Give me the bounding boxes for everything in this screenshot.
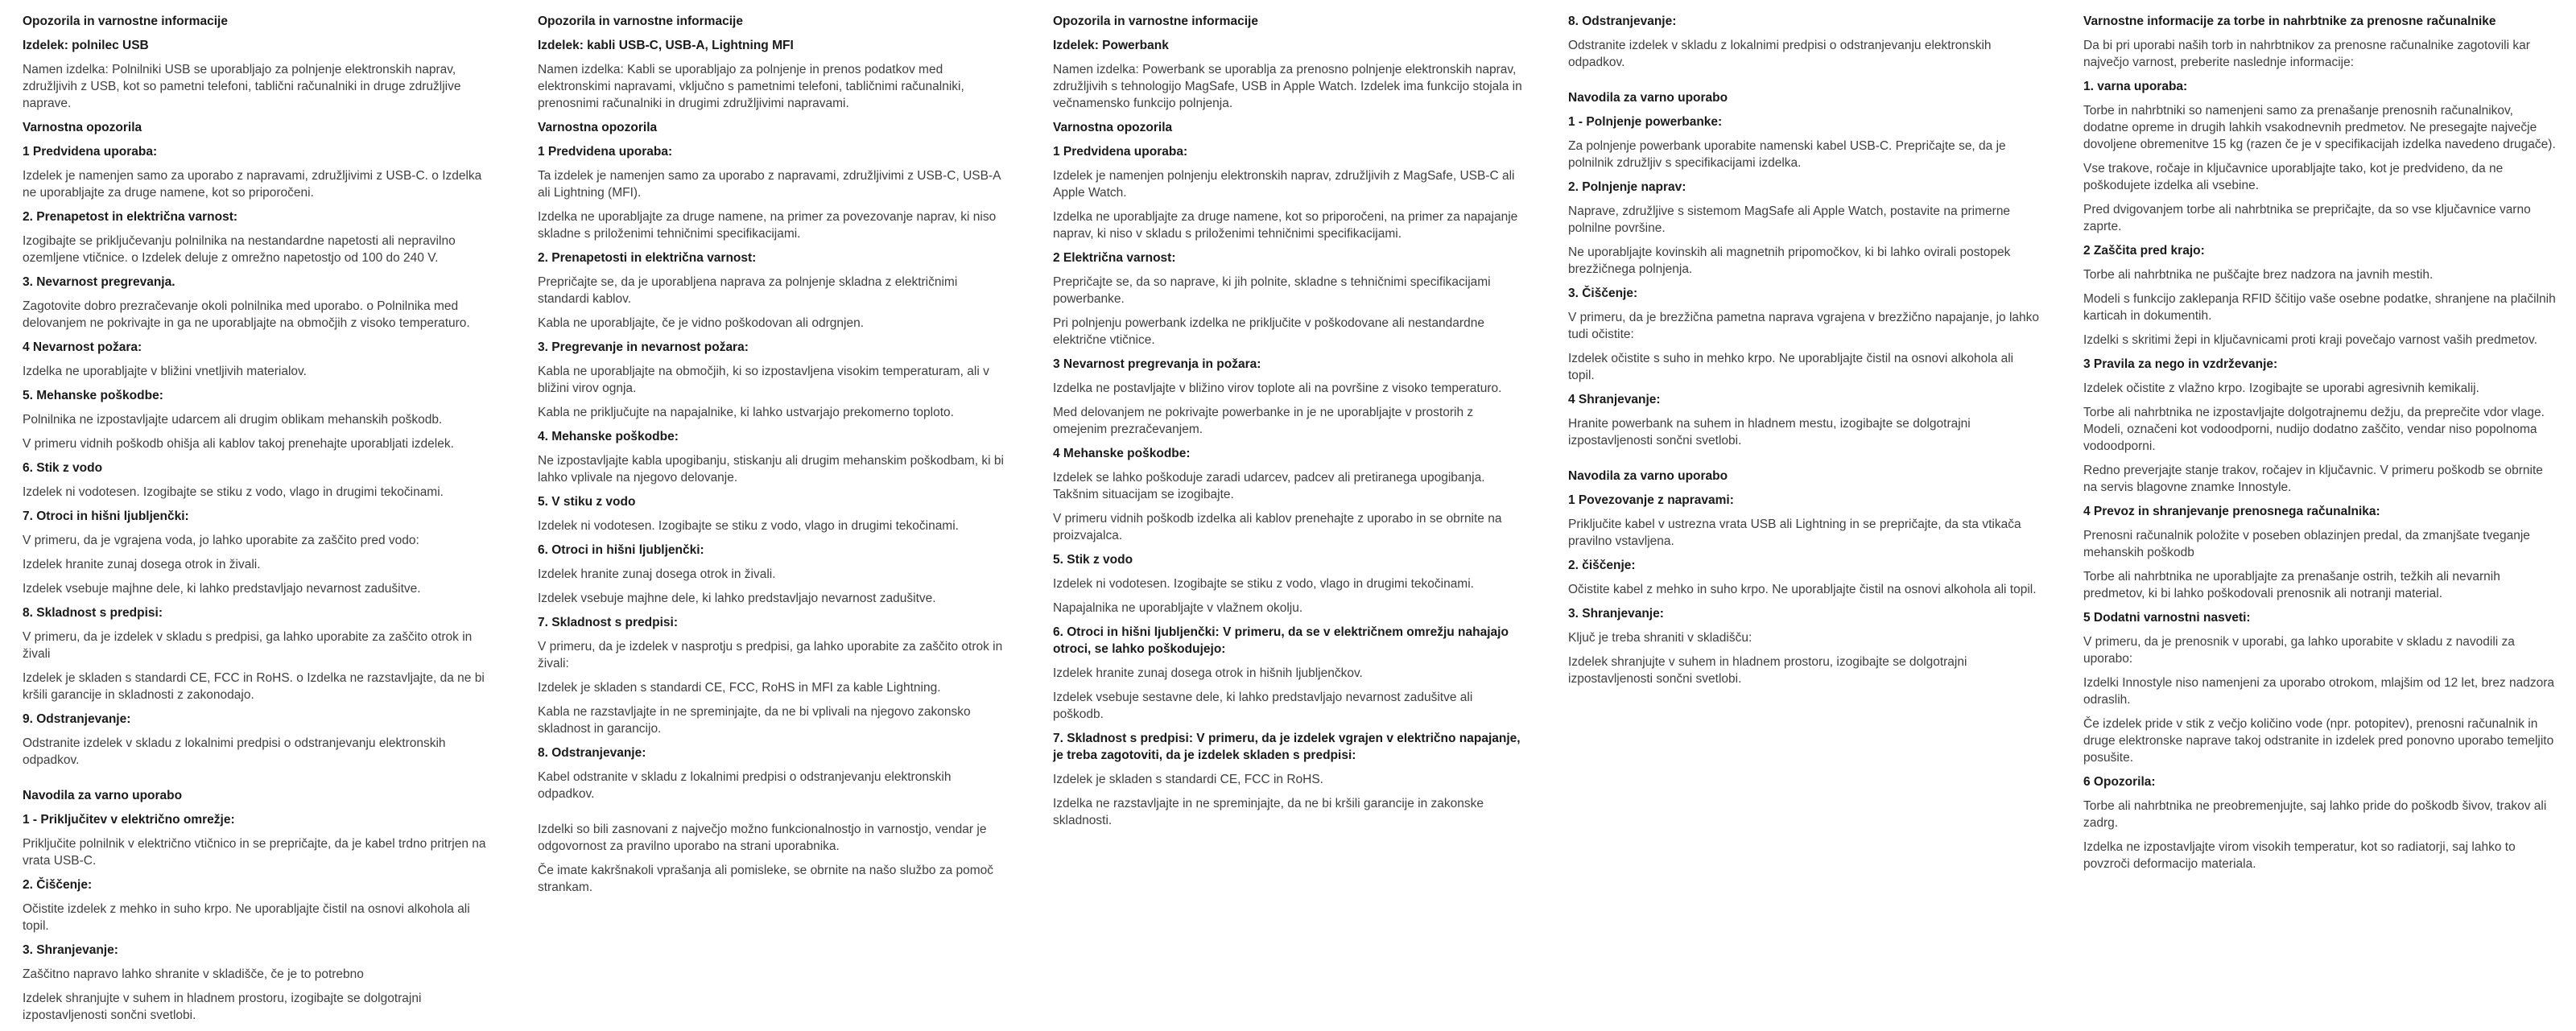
paragraph: Izdelka ne postavljajte v bližino virov toplote ali na površine z visoko temperaturo. bbox=[1053, 381, 1502, 395]
paragraph: Kabla ne uporabljajte na območjih, ki so izpostavljena visokim temperaturam, ali v bližini virov ognja. bbox=[538, 365, 989, 395]
paragraph: Izdelek ni vodotesen. Izogibajte se stiku z vodo, vlago in drugimi tekočinami. bbox=[1053, 577, 1474, 591]
paragraph: V primeru, da je brezžična pametna naprava vgrajena v brezžično napajanje, jo lahko tudi očistite: bbox=[1568, 311, 2040, 341]
paragraph: Polnilnika ne izpostavljajte udarcem ali drugim oblikam mehanskih poškodb. bbox=[23, 413, 443, 427]
paragraph: Izdelek je skladen s standardi CE, FCC in RoHS. bbox=[1053, 773, 1323, 786]
heading: 1 - Priključitev v električno omrežje: bbox=[23, 813, 235, 827]
column-usb-cables bbox=[538, 13, 1011, 903]
paragraph: Namen izdelka: Powerbank se uporablja za prenosno polnjenje elektronskih naprav, združljivih s tehnologijo MagSafe, USB in Apple Watch. Izdelek ima funkcijo stojala in večnamensko funkcijo polnjenja. bbox=[1053, 63, 1522, 110]
paragraph: Kabla ne razstavljajte in ne spreminjajte, da ne bi vplivali na njegovo zakonsko skladnost in garancijo. bbox=[538, 705, 971, 736]
paragraph: V primeru, da je vgrajena voda, jo lahko uporabite za zaščito pred vodo: bbox=[23, 534, 419, 547]
heading: 3. Shranjevanje: bbox=[1568, 607, 1664, 621]
paragraph: Izdelek ni vodotesen. Izogibajte se stiku z vodo, vlago in drugimi tekočinami. bbox=[538, 519, 959, 533]
paragraph: Prepričajte se, da je uporabljena naprava za polnjenje skladna z električnimi standardi kablov. bbox=[538, 275, 958, 306]
heading: 6. Stik z vodo bbox=[23, 461, 103, 475]
paragraph: Prenosni računalnik položite v poseben oblazinjen predal, da zmanjšate tveganje mehanskih poškodb bbox=[2083, 529, 2530, 559]
heading: 1 Predvidena uporaba: bbox=[538, 145, 673, 159]
heading: 4 Shranjevanje: bbox=[1568, 393, 1661, 406]
paragraph: Izdelki s skritimi žepi in ključavnicami proti kraji povečajo varnost vaših predmetov. bbox=[2083, 333, 2537, 347]
paragraph: V primeru vidnih poškodb izdelka ali kablov prenehajte z uporabo in se obrnite na proizvajalca. bbox=[1053, 512, 1502, 542]
heading: 3. Shranjevanje: bbox=[23, 943, 118, 957]
paragraph: Izdelek vsebuje majhne dele, ki lahko predstavljajo nevarnost zadušitve. bbox=[538, 592, 936, 605]
paragraph: Izdelek je skladen s standardi CE, FCC, RoHS in MFI za kable Lightning. bbox=[538, 681, 941, 695]
heading: Varnostna opozorila bbox=[538, 121, 658, 134]
paragraph: Odstranite izdelek v skladu z lokalnimi predpisi o odstranjevanju elektronskih odpadkov. bbox=[23, 736, 446, 767]
paragraph: Naprave, združljive s sistemom MagSafe ali Apple Watch, postavite na primerne polnilne površine. bbox=[1568, 204, 2011, 235]
paragraph: Izdelka ne razstavljajte in ne spreminjajte, da ne bi kršili garancije in zakonske skladnosti. bbox=[1053, 797, 1484, 827]
paragraph: Izdelek hranite zunaj dosega otrok in živali. bbox=[23, 558, 261, 571]
heading: Opozorila in varnostne informacije bbox=[23, 14, 228, 28]
paragraph: Očistite kabel z mehko in suho krpo. Ne uporabljajte čistil na osnovi alkohola ali topil. bbox=[1568, 583, 2037, 596]
paragraph: Priključite kabel v ustrezna vrata USB ali Lightning in se prepričajte, da sta vtikača pravilno vstavljena. bbox=[1568, 518, 2021, 548]
paragraph: Izdelek očistite s suho in mehko krpo. Ne uporabljajte čistil na osnovi alkohola ali topil. bbox=[1568, 352, 2014, 382]
paragraph: Če imate kakršnakoli vprašanja ali pomisleke, se obrnite na našo službo za pomoč strankam. bbox=[538, 864, 994, 894]
paragraph: Kabla ne uporabljajte, če je vidno poškodovan ali odrgnjen. bbox=[538, 316, 865, 330]
column-powerbank bbox=[1053, 13, 1526, 836]
paragraph: Izdelek shranjujte v suhem in hladnem prostoru, izogibajte se dolgotrajni izpostavljenosti sončni svetlobi. bbox=[23, 992, 422, 1022]
paragraph: V primeru, da je prenosnik v uporabi, ga lahko uporabite v skladu z navodili za uporabo: bbox=[2083, 635, 2515, 666]
heading: 2 Zaščita pred krajo: bbox=[2083, 244, 2205, 258]
paragraph: Med delovanjem ne pokrivajte powerbanke in je ne uporabljajte v prostorih z omejenim prezračevanjem. bbox=[1053, 406, 1474, 436]
heading: Navodila za varno uporabo bbox=[1568, 469, 1728, 483]
heading: 7. Otroci in hišni ljubljenčki: bbox=[23, 509, 189, 523]
paragraph: Da bi pri uporabi naših torb in nahrbtnikov za prenosne računalnike zagotovili kar največjo varnost, preberite naslednje informacije: bbox=[2083, 39, 2530, 69]
paragraph: Ne izpostavljajte kabla upogibanju, stiskanju ali drugim mehanskim poškodbam, ki bi lahko vplivale na njegovo delovanje. bbox=[538, 454, 1004, 485]
paragraph: Izdelek se lahko poškoduje zaradi udarcev, padcev ali pretiranega upogibanja. Takšnim situacijam se izogibajte. bbox=[1053, 471, 1485, 501]
heading: 7. Skladnost s predpisi: bbox=[538, 616, 678, 629]
paragraph: V primeru, da je izdelek v nasprotju s predpisi, ga lahko uporabite za zaščito otrok in živali: bbox=[538, 640, 1003, 670]
paragraph: Redno preverjajte stanje trakov, ročajev in ključavnic. V primeru poškodb se obrnite na servis blagovne znamke Innostyle. bbox=[2083, 464, 2543, 494]
heading: 2. Polnjenje naprav: bbox=[1568, 180, 1686, 194]
heading: 1 - Polnjenje powerbanke: bbox=[1568, 115, 1723, 129]
paragraph: Izdelek shranjujte v suhem in hladnem prostoru, izogibajte se dolgotrajni izpostavljenosti sončni svetlobi. bbox=[1568, 655, 1967, 686]
paragraph: Zagotovite dobro prezračevanje okoli polnilnika med uporabo. o Polnilnika med delovanjem ne pokrivajte in ga ne uporabljajte na območjih z visoko temperaturo. bbox=[23, 299, 470, 330]
heading: 1. varna uporaba: bbox=[2083, 80, 2188, 93]
paragraph: Pred dvigovanjem torbe ali nahrbtnika se prepričajte, da so vse ključavnice varno zaprte. bbox=[2083, 203, 2531, 233]
paragraph: Prepričajte se, da so naprave, ki jih polnite, skladne s tehničnimi specifikacijami powerbanke. bbox=[1053, 275, 1491, 306]
heading: Navodila za varno uporabo bbox=[1568, 91, 1728, 105]
paragraph: Ključ je treba shraniti v skladišču: bbox=[1568, 631, 1752, 645]
heading: 7. Skladnost s predpisi: V primeru, da je izdelek vgrajen v električno napajanje, je treba zagotoviti, da je izdelek skladen s predpisi: bbox=[1053, 732, 1521, 762]
heading: 8. Odstranjevanje: bbox=[1568, 14, 1677, 28]
heading: 5 Dodatni varnostni nasveti: bbox=[2083, 611, 2251, 625]
paragraph: Modeli s funkcijo zaklepanja RFID ščitijo vaše osebne podatke, shranjene na plačilnih karticah in dokumentih. bbox=[2083, 292, 2556, 323]
paragraph: Za polnjenje powerbank uporabite namenski kabel USB-C. Prepričajte se, da je polnilnik združljiv s specifikacijami izdelka. bbox=[1568, 139, 2006, 170]
heading: 4 Nevarnost požara: bbox=[23, 340, 142, 354]
heading: 1 Povezovanje z napravami: bbox=[1568, 493, 1734, 507]
paragraph: Izdelek hranite zunaj dosega otrok in hišnih ljubljenčkov. bbox=[1053, 666, 1363, 680]
paragraph: Izdelek vsebuje majhne dele, ki lahko predstavljajo nevarnost zadušitve. bbox=[23, 582, 421, 596]
heading: Opozorila in varnostne informacije bbox=[538, 14, 743, 28]
paragraph: Zaščitno napravo lahko shranite v skladišče, če je to potrebno bbox=[23, 967, 364, 981]
heading: Navodila za varno uporabo bbox=[23, 789, 183, 802]
paragraph: Pri polnjenju powerbank izdelka ne priključite v poškodovane ali nestandardne električne vtičnice. bbox=[1053, 316, 1484, 347]
paragraph: Namen izdelka: Kabli se uporabljajo za polnjenje in prenos podatkov med elektronskimi napravami, vključno s pametnimi telefoni, tabličnimi računalniki, prenosnimi računalniki in drugimi združljivimi napravami. bbox=[538, 63, 964, 110]
heading: 4 Prevoz in shranjevanje prenosnega računalnika: bbox=[2083, 505, 2380, 518]
heading: Izdelek: polnilec USB bbox=[23, 39, 149, 52]
paragraph: Ne uporabljajte kovinskih ali magnetnih pripomočkov, ki bi lahko ovirali postopek brezžičnega polnjenja. bbox=[1568, 245, 2011, 276]
paragraph: V primeru vidnih poškodb ohišja ali kablov takoj prenehajte uporabljati izdelek. bbox=[23, 437, 454, 451]
paragraph: Izdelek očistite z vlažno krpo. Izogibajte se uporabi agresivnih kemikalij. bbox=[2083, 381, 2479, 395]
column-laptop-bags bbox=[2083, 13, 2557, 880]
paragraph: Izdelek je namenjen polnjenju elektronskih naprav, združljivih z MagSafe, USB-C ali Apple Watch. bbox=[1053, 169, 1515, 200]
column-usb-charger bbox=[23, 13, 496, 1031]
paragraph: Očistite izdelek z mehko in suho krpo. Ne uporabljajte čistil na osnovi alkohola ali topil. bbox=[23, 902, 470, 933]
paragraph: Torbe ali nahrbtnika ne izpostavljajte dolgotrajnemu dežju, da preprečite vdor vlage. Modeli, označeni kot vodoodporni, nudijo dodatno zaščito, vendar niso popolnoma vodoodporni. bbox=[2083, 406, 2545, 453]
heading: 2. čiščenje: bbox=[1568, 559, 1636, 572]
heading: Izdelek: kabli USB-C, USB-A, Lightning MFI bbox=[538, 39, 794, 52]
paragraph: Izdelek je skladen s standardi CE, FCC in RoHS. o Izdelka ne razstavljajte, da ne bi kršili garancije in skladnosti z zakonodajo. bbox=[23, 671, 485, 702]
paragraph: Odstranite izdelek v skladu z lokalnimi predpisi o odstranjevanju elektronskih odpadkov. bbox=[1568, 39, 1992, 69]
heading: 8. Odstranjevanje: bbox=[538, 746, 646, 760]
paragraph: Torbe ali nahrbtnika ne uporabljajte za prenašanje ostrih, težkih ali nevarnih predmetov, ki bi lahko poškodovali prenosnik ali notranji material. bbox=[2083, 570, 2500, 600]
heading: 8. Skladnost s predpisi: bbox=[23, 606, 163, 620]
paragraph: Izdelka ne uporabljajte za druge namene, na primer za povezovanje naprav, ki niso skladne s priloženimi tehničnimi specifikacijami. bbox=[538, 210, 997, 241]
heading: Varnostna opozorila bbox=[23, 121, 142, 134]
heading: 2. Čiščenje: bbox=[23, 878, 93, 892]
heading: 2. Prenapetosti in električna varnost: bbox=[538, 251, 757, 265]
paragraph: Kabla ne priključujte na napajalnike, ki lahko ustvarjajo prekomerno toploto. bbox=[538, 406, 954, 419]
heading: 3. Čiščenje: bbox=[1568, 287, 1638, 300]
heading: 6 Opozorila: bbox=[2083, 775, 2156, 789]
paragraph: Izdelek je namenjen samo za uporabo z napravami, združljivimi z USB-C. o Izdelka ne uporabljajte za druge namene, kot so priporočeni. bbox=[23, 169, 482, 200]
paragraph: Izdelki so bili zasnovani z največjo možno funkcionalnostjo in varnostjo, vendar je odgovornost za pravilno uporabo na strani uporabnika. bbox=[538, 823, 987, 853]
paragraph: Izdelek ni vodotesen. Izogibajte se stiku z vodo, vlago in drugimi tekočinami. bbox=[23, 485, 444, 499]
heading: 2. Prenapetost in električna varnost: bbox=[23, 210, 238, 224]
paragraph: Torbe ali nahrbtnika ne puščajte brez nadzora na javnih mestih. bbox=[2083, 268, 2434, 282]
heading: Varnostna opozorila bbox=[1053, 121, 1173, 134]
heading: Varnostne informacije za torbe in nahrbtnike za prenosne računalnike bbox=[2083, 14, 2496, 28]
heading: 1 Predvidena uporaba: bbox=[23, 145, 158, 159]
heading: 6. Otroci in hišni ljubljenčki: bbox=[538, 543, 704, 557]
heading: 5. Mehanske poškodbe: bbox=[23, 389, 163, 402]
paragraph: Torbe in nahrbtniki so namenjeni samo za prenašanje prenosnih računalnikov, dodatne opreme in drugih lahkih vsakodnevnih predmetov. Ne presegajte največje dovoljene obremenitve 15 kg (razen če je v specifikacijah izdelka navedeno drugače). bbox=[2083, 104, 2556, 151]
heading: 2 Električna varnost: bbox=[1053, 251, 1176, 265]
paragraph: Hranite powerbank na suhem in hladnem mestu, izogibajte se dolgotrajni izpostavljenosti sončni svetlobi. bbox=[1568, 417, 1971, 447]
heading: Izdelek: Powerbank bbox=[1053, 39, 1169, 52]
paragraph: Napajalnika ne uporabljajte v vlažnem okolju. bbox=[1053, 601, 1303, 615]
heading: 3 Nevarnost pregrevanja in požara: bbox=[1053, 357, 1261, 371]
paragraph: Priključite polnilnik v električno vtičnico in se prepričajte, da je kabel trdno pritrjen na vrata USB-C. bbox=[23, 837, 486, 868]
heading: 6. Otroci in hišni ljubljenčki: V primeru, da se v električnem omrežju nahajajo otroci, se lahko poškodujejo: bbox=[1053, 625, 1509, 656]
paragraph: Vse trakove, ročaje in ključavnice uporabljajte tako, kot je predvideno, da ne poškodujete izdelka ali vsebine. bbox=[2083, 162, 2504, 192]
heading: 3. Nevarnost pregrevanja. bbox=[23, 275, 175, 289]
paragraph: Izdelka ne izpostavljajte virom visokih temperatur, kot so radiatorji, saj lahko to povzroči deformacijo materiala. bbox=[2083, 840, 2516, 871]
paragraph: Namen izdelka: Polnilniki USB se uporabljajo za polnjenje elektronskih naprav, združljivih z USB, kot so pametni telefoni, tablični računalniki in druge združljive naprave. bbox=[23, 63, 461, 110]
paragraph: Izdelki Innostyle niso namenjeni za uporabo otrokom, mlajšim od 12 let, brez nadzora odraslih. bbox=[2083, 676, 2555, 707]
paragraph: V primeru, da je izdelek v skladu s predpisi, ga lahko uporabite za zaščito otrok in živali bbox=[23, 630, 473, 661]
paragraph: Če izdelek pride v stik z večjo količino vode (npr. potopitev), prenosni računalnik in druge elektronske naprave takoj odstranite in izdelek pred ponovno uporabo temeljito posušite. bbox=[2083, 717, 2554, 765]
paragraph: Ta izdelek je namenjen samo za uporabo z napravami, združljivimi z USB-C, USB-A ali Lightning (MFI). bbox=[538, 169, 1001, 200]
heading: 4. Mehanske poškodbe: bbox=[538, 430, 679, 443]
paragraph: Izdelka ne uporabljajte za druge namene, kot so priporočeni, na primer za napajanje naprav, ki niso v skladu s priloženimi tehničnimi specifikacijami. bbox=[1053, 210, 1518, 241]
paragraph: Izdelek vsebuje sestavne dele, ki lahko predstavljajo nevarnost zadušitve ali poškodb. bbox=[1053, 691, 1473, 721]
heading: 5. Stik z vodo bbox=[1053, 553, 1133, 567]
heading: Opozorila in varnostne informacije bbox=[1053, 14, 1258, 28]
paragraph: Izdelek hranite zunaj dosega otrok in živali. bbox=[538, 567, 776, 581]
heading: 1 Predvidena uporaba: bbox=[1053, 145, 1188, 159]
heading: 3 Pravila za nego in vzdrževanje: bbox=[2083, 357, 2278, 371]
heading: 9. Odstranjevanje: bbox=[23, 712, 131, 726]
paragraph: Izogibajte se priključevanju polnilnika na nestandardne napetosti ali nepravilno ozemljene vtičnice. o Izdelek deluje z omrežno napetostjo od 100 do 240 V. bbox=[23, 234, 456, 265]
paragraph: Torbe ali nahrbtnika ne preobremenjujte, saj lahko pride do poškodb šivov, trakov ali zadrg. bbox=[2083, 799, 2547, 830]
column-powerbank-usage bbox=[1568, 13, 2041, 695]
heading: 3. Pregrevanje in nevarnost požara: bbox=[538, 340, 749, 354]
paragraph: Kabel odstranite v skladu z lokalnimi predpisi o odstranjevanju elektronskih odpadkov. bbox=[538, 770, 952, 801]
paragraph: Izdelka ne uporabljajte v bližini vnetljivih materialov. bbox=[23, 365, 307, 378]
heading: 4 Mehanske poškodbe: bbox=[1053, 447, 1191, 460]
heading: 5. V stiku z vodo bbox=[538, 495, 636, 509]
